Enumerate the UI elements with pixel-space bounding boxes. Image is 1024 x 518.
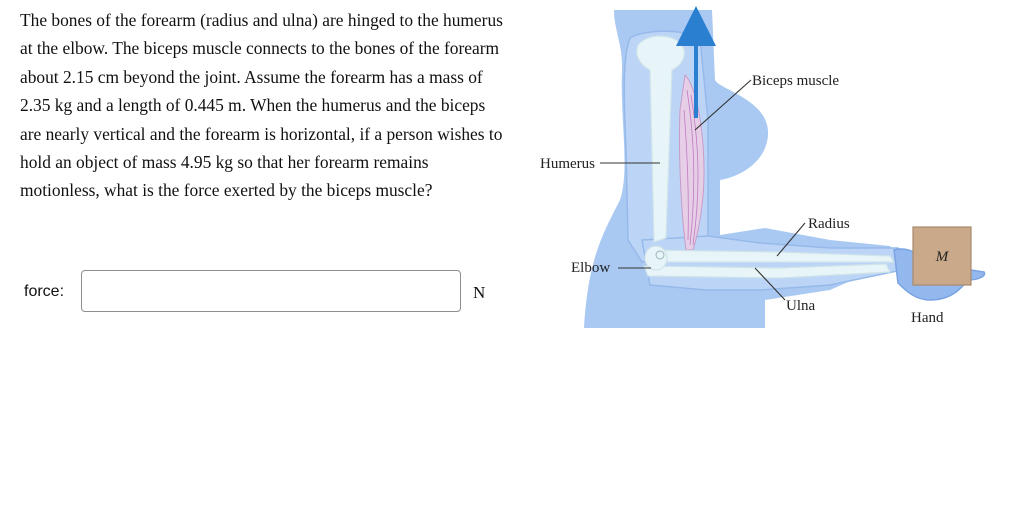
answer-row (24, 270, 524, 316)
ulna-label: Ulna (786, 298, 816, 314)
arm-diagram-svg (530, 0, 1000, 335)
force-unit: N (473, 283, 486, 302)
hand-label: Hand (911, 310, 944, 326)
radius-label: Radius (808, 216, 850, 232)
problem-text: The bones of the forearm (radius and ulna) are hinged to the humerus at the elbow. The biceps muscle connects to the bones of the forearm about 2.15 cm beyond the joint. Assume the forearm has a mass of 2.35 kg and a length of 0.445 m. When the humerus and the biceps are nearly vertical and the forearm is horizontal, if a person wishes to hold an object of mass 4.95 kg so that her forearm remains motionless, what is the force exerted by the biceps muscle? (20, 10, 503, 201)
force-label: force: (24, 283, 65, 300)
arm-diagram (530, 0, 1000, 335)
elbow-label: Elbow (571, 260, 611, 276)
elbow-joint (645, 246, 667, 270)
biceps-label: Biceps muscle (752, 73, 840, 89)
problem-statement (20, 6, 510, 205)
force-input[interactable] (81, 270, 461, 312)
mass-label: M (935, 249, 949, 265)
humerus-label: Humerus (540, 156, 595, 172)
